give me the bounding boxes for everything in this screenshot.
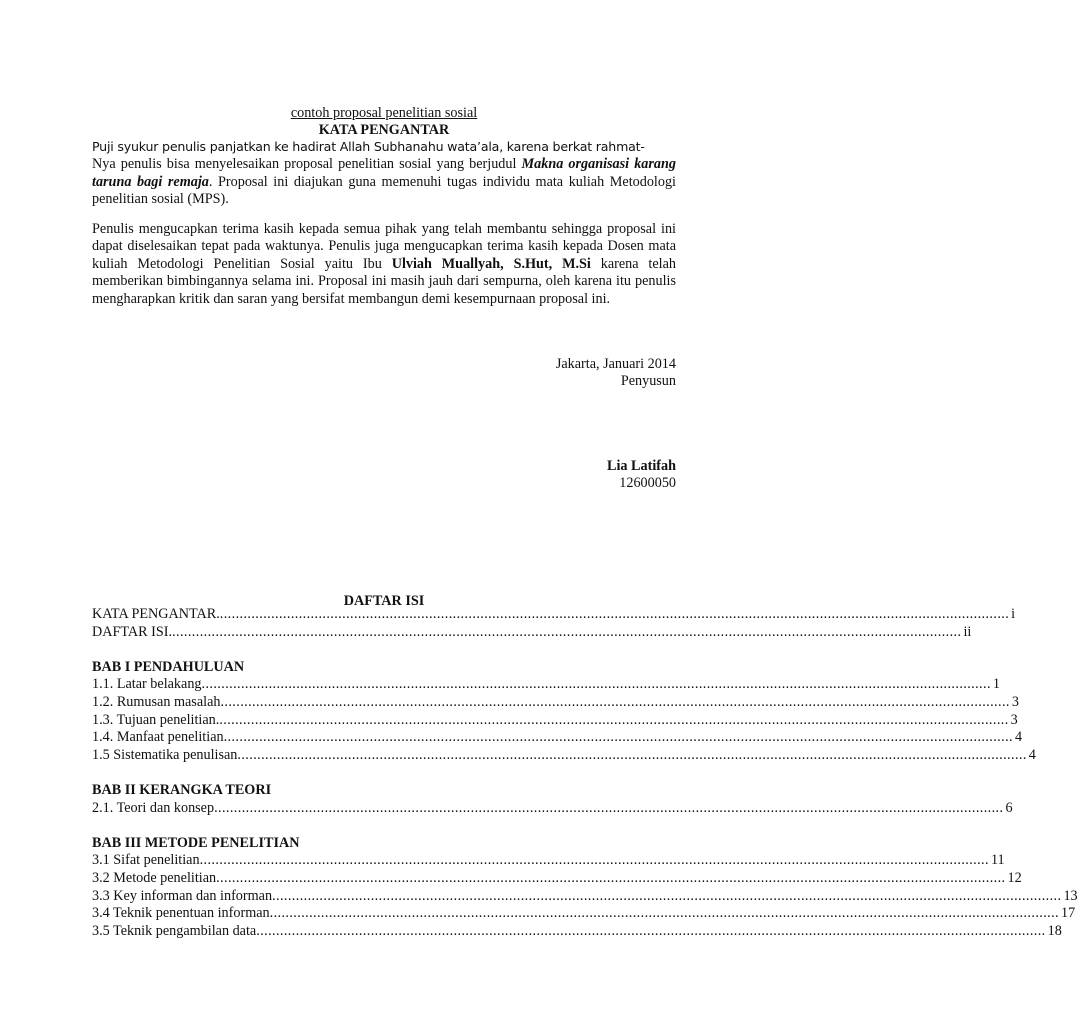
toc-leader: ........................................................................................................................................................................................................ [214,799,1004,816]
toc-leader: ........................................................................................................................................................................................................ [220,693,1010,710]
toc-leader: ........................................................................................................................................................................................................ [199,852,989,869]
toc-leader: ........................................................................................................................................................................................................ [219,711,1009,728]
toc-leader: ........................................................................................................................................................................................................ [256,922,1046,939]
toc-leader: ........................................................................................................................................................................................................ [272,887,1062,904]
signature-place-block [92,356,676,391]
toc-entry-label: 3.4 Teknik penentuan informan [92,905,270,922]
toc-entry-page: 18 [1047,922,1062,939]
toc-entry-page: 1 [992,676,1000,693]
lecturer-name: Ulviah Muallyah, S.Hut, M.Si [391,255,591,272]
toc-entry-label: 3.3 Key informan dan informan [92,887,273,904]
toc-entry-label: 2.1. Teori dan konsep [92,799,215,816]
document-title: contoh proposal penelitian sosial [290,105,478,121]
toc-entry-page: 13 [1063,887,1078,904]
kata-pengantar-paragraph-2 [92,221,676,308]
toc-entry[interactable] [92,922,1062,941]
toc-entry-page: 3 [1011,693,1019,710]
toc-entry-label: 1.3. Tujuan penelitian. [92,711,220,728]
signature-id-number: 12600050 [619,475,676,492]
toc-entry[interactable] [92,799,1013,818]
toc-entry[interactable] [92,905,1076,923]
toc-entry-label: 1.4. Manfaat penelitian [92,729,224,746]
toc-chapter-heading: BAB I PENDAHULUAN [92,658,245,675]
toc-leader: ........................................................................................................................................................................................................ [172,623,962,640]
toc-leader: ........................................................................................................................................................................................................ [223,729,1013,746]
toc-leader: ........................................................................................................................................................................................................ [201,676,991,693]
toc-entry[interactable] [92,606,1016,624]
toc-entry-page: 11 [990,852,1005,869]
toc-entry-page: i [1011,606,1016,622]
paragraph-2-text-b: karena telah memberikan bimbingannya selama ini. Proposal ini masih jauh dari sempurna, oleh karena itu penulis mengharapkan kritik dan saran yang bersifat membangun demi kesempurnaan proposal ini. [92,255,677,307]
toc-entry-label: DAFTAR ISI. [92,623,173,640]
toc-leader: ........................................................................................................................................................................................................ [219,606,1010,622]
signature-name: Lia Latifah [607,458,676,474]
toc-entry[interactable] [92,852,1005,870]
toc-entry-page: 12 [1007,869,1022,886]
document-header [92,105,676,140]
toc-entry[interactable] [92,623,972,642]
paragraph-1-text-b: . Proposal ini diajukan guna memenuhi tugas individu mata kuliah Metodologi penelitian sosial (MPS). [92,173,677,208]
toc-entry-page: 3 [1010,711,1018,728]
toc-entry[interactable] [92,746,1036,765]
kata-pengantar-title: KATA PENGANTAR [318,122,450,139]
toc-entry-page: 4 [1014,729,1023,746]
signature-place-date: Jakarta, Januari 2014 [555,356,676,372]
toc-entry-page: 4 [1028,746,1036,763]
paragraph-1-text-a: Nya penulis bisa menyelesaikan proposal penelitian sosial yang berjudul [92,156,522,173]
toc-entry-page: 6 [1005,799,1013,816]
signature-name-block [92,458,676,493]
toc-entry-label: 1.5 Sistematika penulisan [92,746,238,763]
paragraph-1-opening: Puji syukur penulis panjatkan ke hadirat Allah Subhanahu wata’ala, karena berkat rahmat- [92,139,645,154]
signature-role: Penyusun [620,373,676,390]
toc-leader: ........................................................................................................................................................................................................ [269,905,1059,922]
toc-entry-label: 3.2 Metode penelitian [92,869,217,886]
toc-entry-label: 3.1 Sifat penelitian [92,852,200,869]
toc-entry-label: 1.2. Rumusan masalah [92,693,221,710]
table-of-contents [92,606,1078,940]
kata-pengantar-paragraph-1 [92,138,676,209]
toc-entry-label: 1.1. Latar belakang [92,676,202,693]
toc-entry[interactable] [92,869,1022,888]
toc-entry-label: KATA PENGANTAR. [92,606,220,622]
toc-entry[interactable] [92,887,1078,906]
paragraph-2-text-a: Penulis mengucapkan terima kasih kepada semua pihak yang telah membantu sehingga proposal ini dapat diselesaikan tepat pada waktunya. Penulis juga mengucapkan terima kasih kepada Dosen mata kuliah Metodologi Penelitian Sosial yaitu Ibu [92,221,676,272]
spacer [92,764,612,782]
daftar-isi-title: DAFTAR ISI [343,593,425,609]
toc-entry[interactable] [92,729,1023,747]
spacer [92,641,612,659]
toc-chapter-heading: BAB II KERANGKA TEORI [92,781,272,798]
toc-leader: ........................................................................................................................................................................................................ [237,746,1027,763]
toc-entry[interactable] [92,676,1000,694]
toc-entry[interactable] [92,711,1018,730]
toc-entry-page: ii [963,623,972,640]
toc-leader: ........................................................................................................................................................................................................ [216,869,1006,886]
toc-entry-page: 17 [1061,905,1076,922]
spacer [92,817,612,835]
proposal-title-emphasis: Makna organisasi karang taruna bagi remaja [92,156,676,190]
toc-entry[interactable] [92,693,1019,712]
toc-chapter-heading: BAB III METODE PENELITIAN [92,834,300,851]
toc-entry-label: 3.5 Teknik pengambilan data [92,922,257,939]
